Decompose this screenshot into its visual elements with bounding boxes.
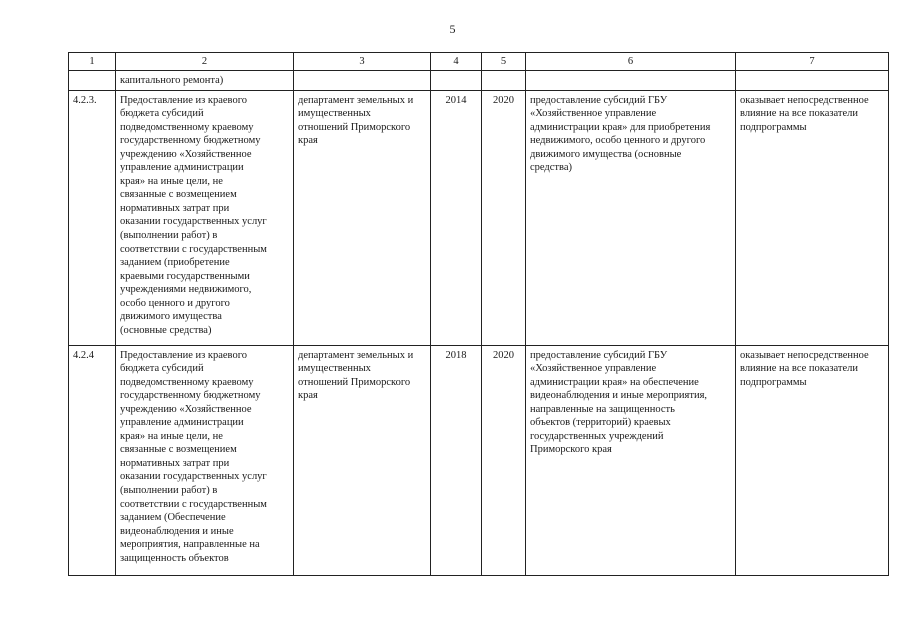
- activity-result: предоставление субсидий ГБУ «Хозяйственное управление администрации края» для приобретения недвижимого, особо ценного и другого движимого имущества (основные средства): [526, 90, 736, 345]
- activity-end-year: 2020: [482, 345, 526, 575]
- header-cell: 3: [294, 53, 431, 71]
- table-row: [69, 345, 889, 575]
- continuation-num-cell: [69, 71, 116, 91]
- header-cell: 4: [431, 53, 482, 71]
- continuation-result-cell: [526, 71, 736, 91]
- activity-executor: департамент земельных и имущественных отношений Приморского края: [294, 90, 431, 345]
- activity-impact: оказывает непосредственное влияние на все показатели подпрограммы: [736, 345, 889, 575]
- activity-number: 4.2.4: [69, 345, 116, 575]
- continuation-executor-cell: [294, 71, 431, 91]
- continuation-start-cell: [431, 71, 482, 91]
- continuation-end-cell: [482, 71, 526, 91]
- header-cell: 2: [116, 53, 294, 71]
- activity-start-year: 2014: [431, 90, 482, 345]
- header-cell: 6: [526, 53, 736, 71]
- continuation-row: [69, 71, 889, 91]
- activity-description: Предоставление из краевого бюджета субсидий подведомственному краевому государственному бюджетному учреждению «Хозяйственное управление администрации края» на иные цели, не связанные с возмещением нормативных затрат при оказании государственных услуг (выполнении работ) в соответствии с государственным заданием (Обеспечение видеонаблюдения и иные мероприятия, направленные на защищенность объектов: [116, 345, 294, 575]
- program-activities-table: [68, 52, 889, 576]
- continuation-description-cell: капитального ремонта): [116, 71, 294, 91]
- activity-number: 4.2.3.: [69, 90, 116, 345]
- activity-result: предоставление субсидий ГБУ «Хозяйственное управление администрации края» на обеспечение видеонаблюдения и иные мероприятия, направленные на защищенность объектов (территорий) краевых государственных учреждений Приморского края: [526, 345, 736, 575]
- header-cell: 7: [736, 53, 889, 71]
- page-number: 5: [449, 22, 456, 36]
- header-cell: 1: [69, 53, 116, 71]
- header-cell: 5: [482, 53, 526, 71]
- column-number-header-row: [69, 53, 889, 71]
- activity-start-year: 2018: [431, 345, 482, 575]
- continuation-impact-cell: [736, 71, 889, 91]
- activity-description: Предоставление из краевого бюджета субсидий подведомственному краевому государственному бюджетному учреждению «Хозяйственное управление администрации края» на иные цели, не связанные с возмещением нормативных затрат при оказании государственных услуг (выполнении работ) в соответствии с государственным заданием (приобретение краевыми государственными учреждениями недвижимого, особо ценного и другого движимого имущества (основные средства): [116, 90, 294, 345]
- activity-end-year: 2020: [482, 90, 526, 345]
- table-row: [69, 90, 889, 345]
- activity-executor: департамент земельных и имущественных отношений Приморского края: [294, 345, 431, 575]
- activity-impact: оказывает непосредственное влияние на все показатели подпрограммы: [736, 90, 889, 345]
